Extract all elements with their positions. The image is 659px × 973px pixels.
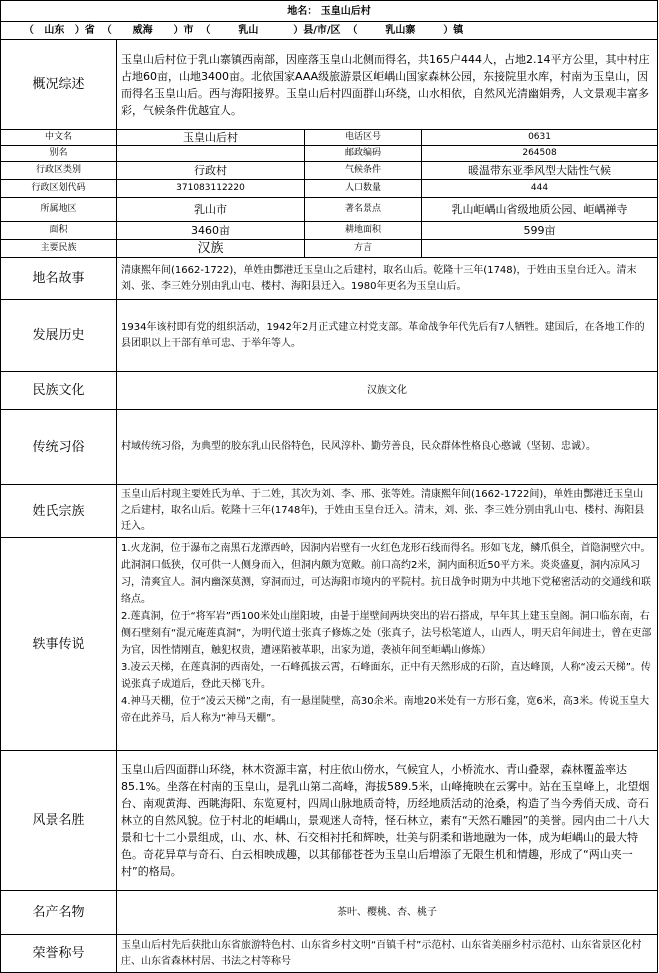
population-value: 444 — [422, 180, 658, 198]
chinese-name-key: 中文名 — [1, 130, 117, 146]
region-key: 所属地区 — [1, 198, 117, 222]
anecdotes-clip — [121, 540, 653, 748]
scenery-text: 玉皇山后四面群山环绕，林木资源丰富，村庄依山傍水，气候宜人，小桥流水、青山叠翠，森林覆盖率达85.1%。坐落在村南的玉皇山，是乳山第二高峰，海拔589.5米，山峰掩映在云雾中。站在玉皇峰上，北望烟台、南观黄海、西眺海阳、东览夏村，四周山脉地质奇特，历经地质活动的沧桑，构造了当今秀俏天成、奇石林立的自然风貌。位于村北的岠嵎山，景观迷人奇特，怪石林立，素有“天然石雕园”的美誉。园内由二十八大景和七十二小景组成，山、水、林、石交相衬托和辉映，壮美与阴柔和谐地融为一体，成为岠嵎山的最大特色。奇花异草与奇石、白云相映成趣，以其郁郁苍苍为玉皇山后增添了无限生机和情趣，形成了“两山夹一村”的格局。 — [117, 751, 658, 891]
admin-code-value: 371083112220 — [117, 180, 305, 198]
info-row-3 — [1, 162, 658, 180]
chinese-name-value: 玉皇山后村 — [117, 130, 305, 146]
climate-value: 暖温带东亚季风型大陆性气候 — [422, 162, 658, 180]
town-unit: 镇 — [453, 25, 464, 36]
admin-division-cell: （ 山东 ）省 （ 威海 ）市 （ 乳山 ）县/市/区 （ 乳山寨 ）镇 — [1, 22, 658, 40]
alias-key: 别名 — [1, 146, 117, 162]
village-name: 玉皇山后村 — [320, 5, 371, 17]
products-row — [1, 891, 658, 935]
farmland-value: 599亩 — [422, 222, 658, 240]
region-value: 乳山市 — [117, 198, 305, 222]
products-label: 名产名物 — [1, 891, 117, 935]
ethnic-key: 主要民族 — [1, 240, 117, 258]
products-text: 茶叶、樱桃、杏、桃子 — [117, 891, 658, 935]
place-story-text: 清康熙年间(1662-1722)，单姓由酆港迁玉皇山之后建村，取名山后。乾隆十三年(1748)，于姓由玉皇台迁入。清末刘、张、李三姓分别由乳山屯、楼村、海阳县迁入。1980年更名为玉皇山后。 — [117, 258, 658, 300]
customs-label: 传统习俗 — [1, 410, 117, 485]
history-text: 1934年该村即有党的组织活动，1942年2月正式建立村党支部。革命战争年代先后有7人牺牲。建国后，在各地工作的县团职以上干部有单可忠、于举年等人。 — [117, 300, 658, 372]
honors-label: 荣誉称号 — [1, 935, 117, 973]
culture-label: 民族文化 — [1, 372, 117, 410]
overview-label: 概况综述 — [1, 40, 117, 130]
anecdotes-label: 轶事传说 — [1, 538, 117, 751]
anecdotes-row — [1, 538, 658, 751]
postcode-key: 邮政编码 — [305, 146, 422, 162]
admin-code-key: 行政区划代码 — [1, 180, 117, 198]
overview-text: 玉皇山后村位于乳山寨镇西南部，因座落玉皇山北侧而得名，共165户444人，占地2.14平方公里，其中村庄占地60亩，山地3400亩。北依国家AAA级旅游景区岠嵎山国家森林公园，东接院里水库，村南为玉皇山，因而得名玉皇山后。西与海阳接界。玉皇山后村四面群山环绕，山水相依，自然风光清幽娟秀，人文景观丰富多彩，气候条件优越宜人。 — [117, 40, 658, 130]
title-row — [1, 1, 658, 22]
anecdote-item-1: 1.火龙洞，位于瀑布之南黑石龙潭西岭，因洞内岩壁有一火红色龙形石线而得名。形如飞龙，鳞爪俱全，首隐洞壁穴中。此洞洞口低狭，仅可供一人侧身而入，但洞内颇为宽敞。前口高约2米，洞内面积近50平方米。炎炎盛夏，洞内凉风习习，清爽宜人。洞内幽深莫测，穿洞而过，可达海阳市境内的平院村。抗日战争时期为中共地下党秘密活动的交通线和联络点。 — [121, 543, 651, 605]
postcode-value: 264508 — [422, 146, 658, 162]
anecdote-item-2: 2.莲真洞，位于“将军岩”西100米处山崖阳坡，由붙于崖壁间两块突出的岩石搭成，早年其上建玉皇阁。洞口临东南，右侧石壁刻有“混元庵莲真洞”，为明代道士张真子修炼之处（张真子，法号松笔道人，山西人，明天启年间进士，曾在吏部为官，因性情刚直，触犯权贵，遭诬陷被革职，出家为道，袭祯年间至岠嵎山修炼） — [121, 611, 652, 656]
city-unit: 市 — [183, 25, 194, 36]
area-value: 3460亩 — [117, 222, 305, 240]
scenery-row — [1, 751, 658, 891]
climate-key: 气候条件 — [305, 162, 422, 180]
title-label: 地名： — [287, 5, 318, 17]
city-value: 威海 — [132, 25, 153, 36]
anecdotes-cell — [117, 538, 658, 751]
scenery-label: 风景名胜 — [1, 751, 117, 891]
county-value: 乳山 — [238, 25, 259, 36]
area-code-key: 电话区号 — [305, 130, 422, 146]
overview-row — [1, 40, 658, 130]
culture-text: 汉族文化 — [117, 372, 658, 410]
culture-row — [1, 372, 658, 410]
info-row-6 — [1, 222, 658, 240]
province-unit: 省 — [84, 25, 95, 36]
customs-text: 村域传统习俗，为典型的胶东乳山民俗特色，民风淳朴、勤劳善良，民众群体性格良心憨诚（坚韧、忠诚）。 — [117, 410, 658, 485]
town-value: 乳山寨 — [385, 25, 416, 36]
honors-row — [1, 935, 658, 973]
admin-type-value: 行政村 — [117, 162, 305, 180]
info-row-7 — [1, 240, 658, 258]
admin-type-key: 行政区类别 — [1, 162, 117, 180]
clans-row — [1, 485, 658, 538]
dialect-value — [422, 240, 658, 258]
customs-row — [1, 410, 658, 485]
info-row-4 — [1, 180, 658, 198]
population-key: 人口数量 — [305, 180, 422, 198]
place-story-label: 地名故事 — [1, 258, 117, 300]
sights-value: 乳山岠嵎山省级地质公园、岠嵎禅寺 — [422, 198, 658, 222]
admin-division-row — [1, 22, 658, 40]
info-row-2 — [1, 146, 658, 162]
info-row-1 — [1, 130, 658, 146]
anecdote-item-4: 4.神马天棚，位于“凌云天梯”之南，有一悬崖陡壁，高30余米。南地20米处有一方形石龛，宽6米，高3米。传说玉皇大帝在此养马，后人称为“神马天棚”。 — [121, 696, 650, 724]
info-row-5 — [1, 198, 658, 222]
dialect-key: 方言 — [305, 240, 422, 258]
farmland-key: 耕地面积 — [305, 222, 422, 240]
place-story-row — [1, 258, 658, 300]
sights-key: 著名景点 — [305, 198, 422, 222]
anecdote-item-3: 3.凌云天梯，在莲真洞的西南处，一石峰孤拔云霄，石峰面东，正中有天然形成的石阶，直达峰顶，人称“凌云天梯”。传说张真子成道后，登此天梯飞升。 — [121, 662, 651, 690]
ethnic-value: 汉族 — [117, 240, 305, 258]
county-unit: 县/市/区 — [303, 25, 341, 36]
clans-text: 玉皇山后村现主要姓氏为单、于二姓，其次为刘、李、邢、张等姓。清康熙年间(1662-1722间)，单姓由酆港迁玉皇山之后建村，取名山后。乾隆十三年(1748年)，于姓由玉皇台迁入。清末，刘、张、李三姓分别由乳山屯、楼村、海阳县迁入。 — [117, 485, 658, 538]
clans-label: 姓氏宗族 — [1, 485, 117, 538]
history-label: 发展历史 — [1, 300, 117, 372]
province-value: 山东 — [44, 25, 65, 36]
area-key: 面积 — [1, 222, 117, 240]
area-code-value: 0631 — [422, 130, 658, 146]
title-cell — [1, 1, 658, 22]
honors-text: 玉皇山后村先后获批山东省旅游特色村、山东省乡村文明“百镇千村”示范村、山东省美丽乡村示范村、山东省景区化村庄、山东省森林村居、书法之村等称号 — [117, 935, 658, 973]
alias-value — [117, 146, 305, 162]
history-row — [1, 300, 658, 372]
